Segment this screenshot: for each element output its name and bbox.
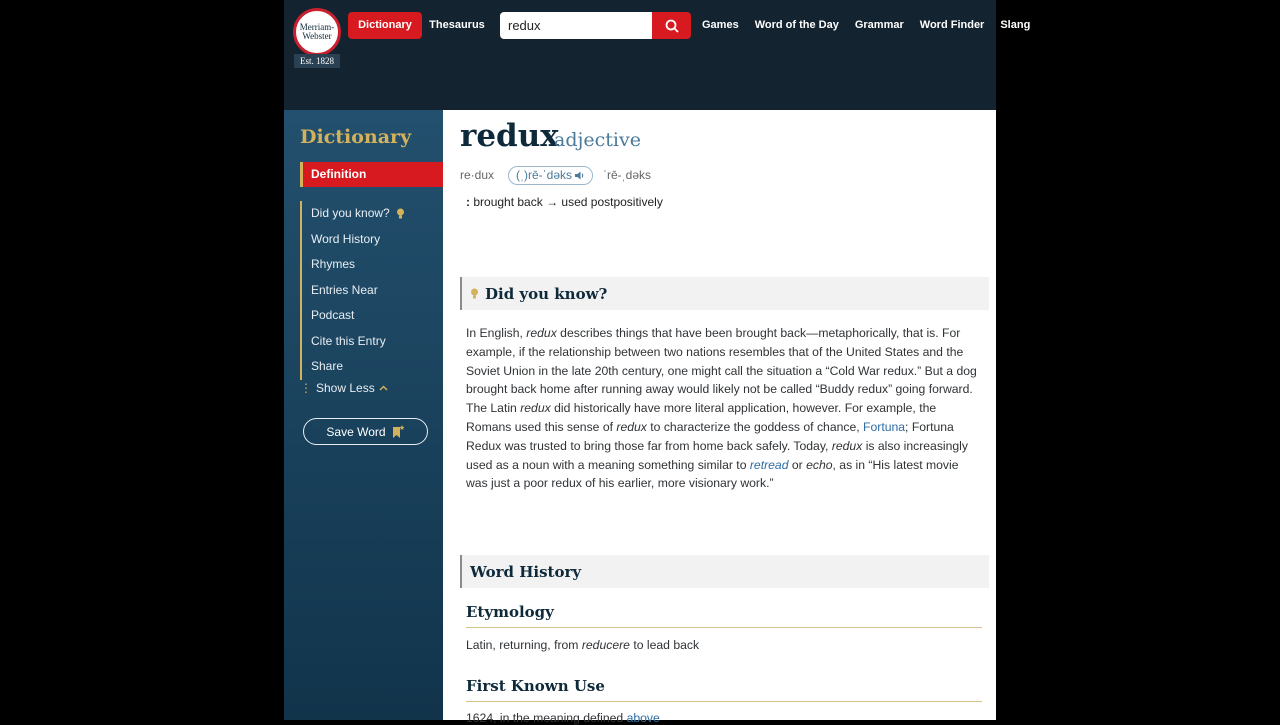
logo-est: Est. 1828: [294, 54, 340, 68]
speaker-icon: [575, 171, 585, 180]
definition-colon: :: [466, 195, 470, 209]
sidebar-list: [300, 201, 405, 380]
syllables: re·dux: [460, 168, 495, 182]
search-input[interactable]: [500, 12, 652, 39]
did-you-know-paragraph: [466, 324, 982, 493]
text: did historically have more literal application, however. For example, the Romans used this sense of: [466, 401, 937, 434]
browser-viewport: [284, 0, 1031, 725]
sidebar-item-definition[interactable]: Definition: [300, 162, 443, 187]
text: describes things that have been brought back—metaphorically, that is. For example, if the relationship between two nations resembles that of the United States and the Soviet Union in the late 20th century, one might call the situation a “Cold War redux.” But a dog brought back home after running away would likely not be called “Buddy redux” going forward. The Latin: [466, 326, 977, 416]
first-known-use-heading: First Known Use: [466, 677, 982, 702]
word-history-heading: [460, 555, 989, 588]
save-word-label: Save Word: [326, 424, 386, 439]
sidebar-item-label: Rhymes: [311, 257, 356, 271]
tab-dictionary[interactable]: Dictionary: [348, 12, 422, 39]
sidebar-item-rhymes[interactable]: [302, 252, 405, 278]
word-history-title: Word History: [470, 562, 582, 581]
text: Latin, returning, from: [466, 638, 582, 652]
sidebar-item-cite[interactable]: [302, 329, 405, 355]
emphasis: redux: [526, 326, 557, 340]
sidebar-item-podcast[interactable]: [302, 303, 405, 329]
tab-thesaurus[interactable]: Thesaurus: [429, 19, 485, 31]
site-header: [284, 0, 1031, 110]
sidebar-item-entries-near[interactable]: [302, 278, 405, 304]
search-button[interactable]: [652, 12, 691, 39]
nav-slang[interactable]: Slang: [1000, 19, 1031, 31]
definition-note: used postpositively: [561, 195, 663, 209]
etymology-heading: Etymology: [466, 603, 982, 628]
nav-grammar[interactable]: Grammar: [854, 19, 904, 31]
text: In English,: [466, 326, 527, 340]
show-less-toggle[interactable]: [300, 381, 388, 395]
dots-icon: ⋮: [300, 381, 312, 395]
sidebar-title: Dictionary: [300, 126, 412, 148]
logo[interactable]: [293, 8, 341, 56]
fortuna-link[interactable]: Fortuna: [863, 419, 906, 434]
lightbulb-icon: [396, 208, 405, 219]
sidebar-item-label: Entries Near: [311, 282, 378, 297]
pronunciation-text: (ˌ)rē-ˈdəks: [516, 168, 572, 182]
search-icon: [665, 19, 679, 33]
emphasis: reducere: [581, 638, 630, 652]
retread-link[interactable]: retread: [749, 457, 789, 472]
emphasis: redux: [831, 438, 863, 453]
sidebar-item-label: Did you know?: [311, 206, 390, 220]
sidebar-item-label: Cite this Entry: [311, 333, 386, 348]
save-word-button[interactable]: [303, 418, 428, 445]
etymology-text: [466, 638, 699, 652]
top-nav: [702, 12, 1030, 39]
emphasis: echo: [806, 457, 833, 472]
sidebar-item-did-you-know[interactable]: [302, 201, 405, 227]
definition: [466, 195, 663, 209]
did-you-know-heading: [460, 277, 989, 310]
arrow-icon: →: [546, 195, 559, 209]
show-less-label: Show Less: [316, 381, 375, 395]
entry-content: [443, 110, 996, 725]
text: or: [788, 457, 807, 472]
headword: redux: [460, 118, 559, 154]
nav-word-finder[interactable]: Word Finder: [919, 19, 985, 31]
nav-games[interactable]: Games: [702, 19, 739, 31]
sidebar-item-label: Share: [311, 359, 344, 373]
definition-text: brought back: [473, 195, 543, 209]
did-you-know-title: Did you know?: [485, 284, 608, 303]
text: , as in “His latest movie was just a poor redux of his earlier, more visionary work.”: [466, 457, 959, 491]
bookmark-star-icon: [392, 425, 405, 439]
text: 1624, in the meaning defined: [466, 711, 627, 725]
first-known-use-text: [466, 711, 660, 725]
pronunciation-alt: ˈrē-ˌdəks: [603, 168, 652, 182]
sidebar-item-share[interactable]: [302, 354, 405, 380]
sidebar-item-label: Podcast: [311, 308, 355, 322]
text: is also increasingly used as a noun with a meaning something similar to: [466, 438, 968, 472]
sidebar: [284, 110, 443, 720]
above-link[interactable]: above: [626, 711, 660, 725]
text: to characterize the goddess of chance,: [646, 419, 864, 434]
sidebar-item-word-history[interactable]: [302, 227, 405, 253]
nav-word-of-the-day[interactable]: Word of the Day: [754, 19, 839, 31]
text: to lead back: [629, 638, 700, 652]
emphasis: redux: [616, 419, 647, 434]
text: ; Fortuna Redux was trusted to bring those far from home back safely. Today,: [466, 419, 954, 453]
lightbulb-icon: [470, 288, 479, 299]
sidebar-item-label: Word History: [311, 231, 381, 246]
logo-text: Merriam-Webster: [299, 22, 335, 41]
emphasis: redux: [520, 401, 551, 416]
part-of-speech[interactable]: adjective: [554, 129, 641, 151]
pronunciation-button[interactable]: [508, 166, 593, 185]
chevron-up-icon: [379, 385, 388, 391]
